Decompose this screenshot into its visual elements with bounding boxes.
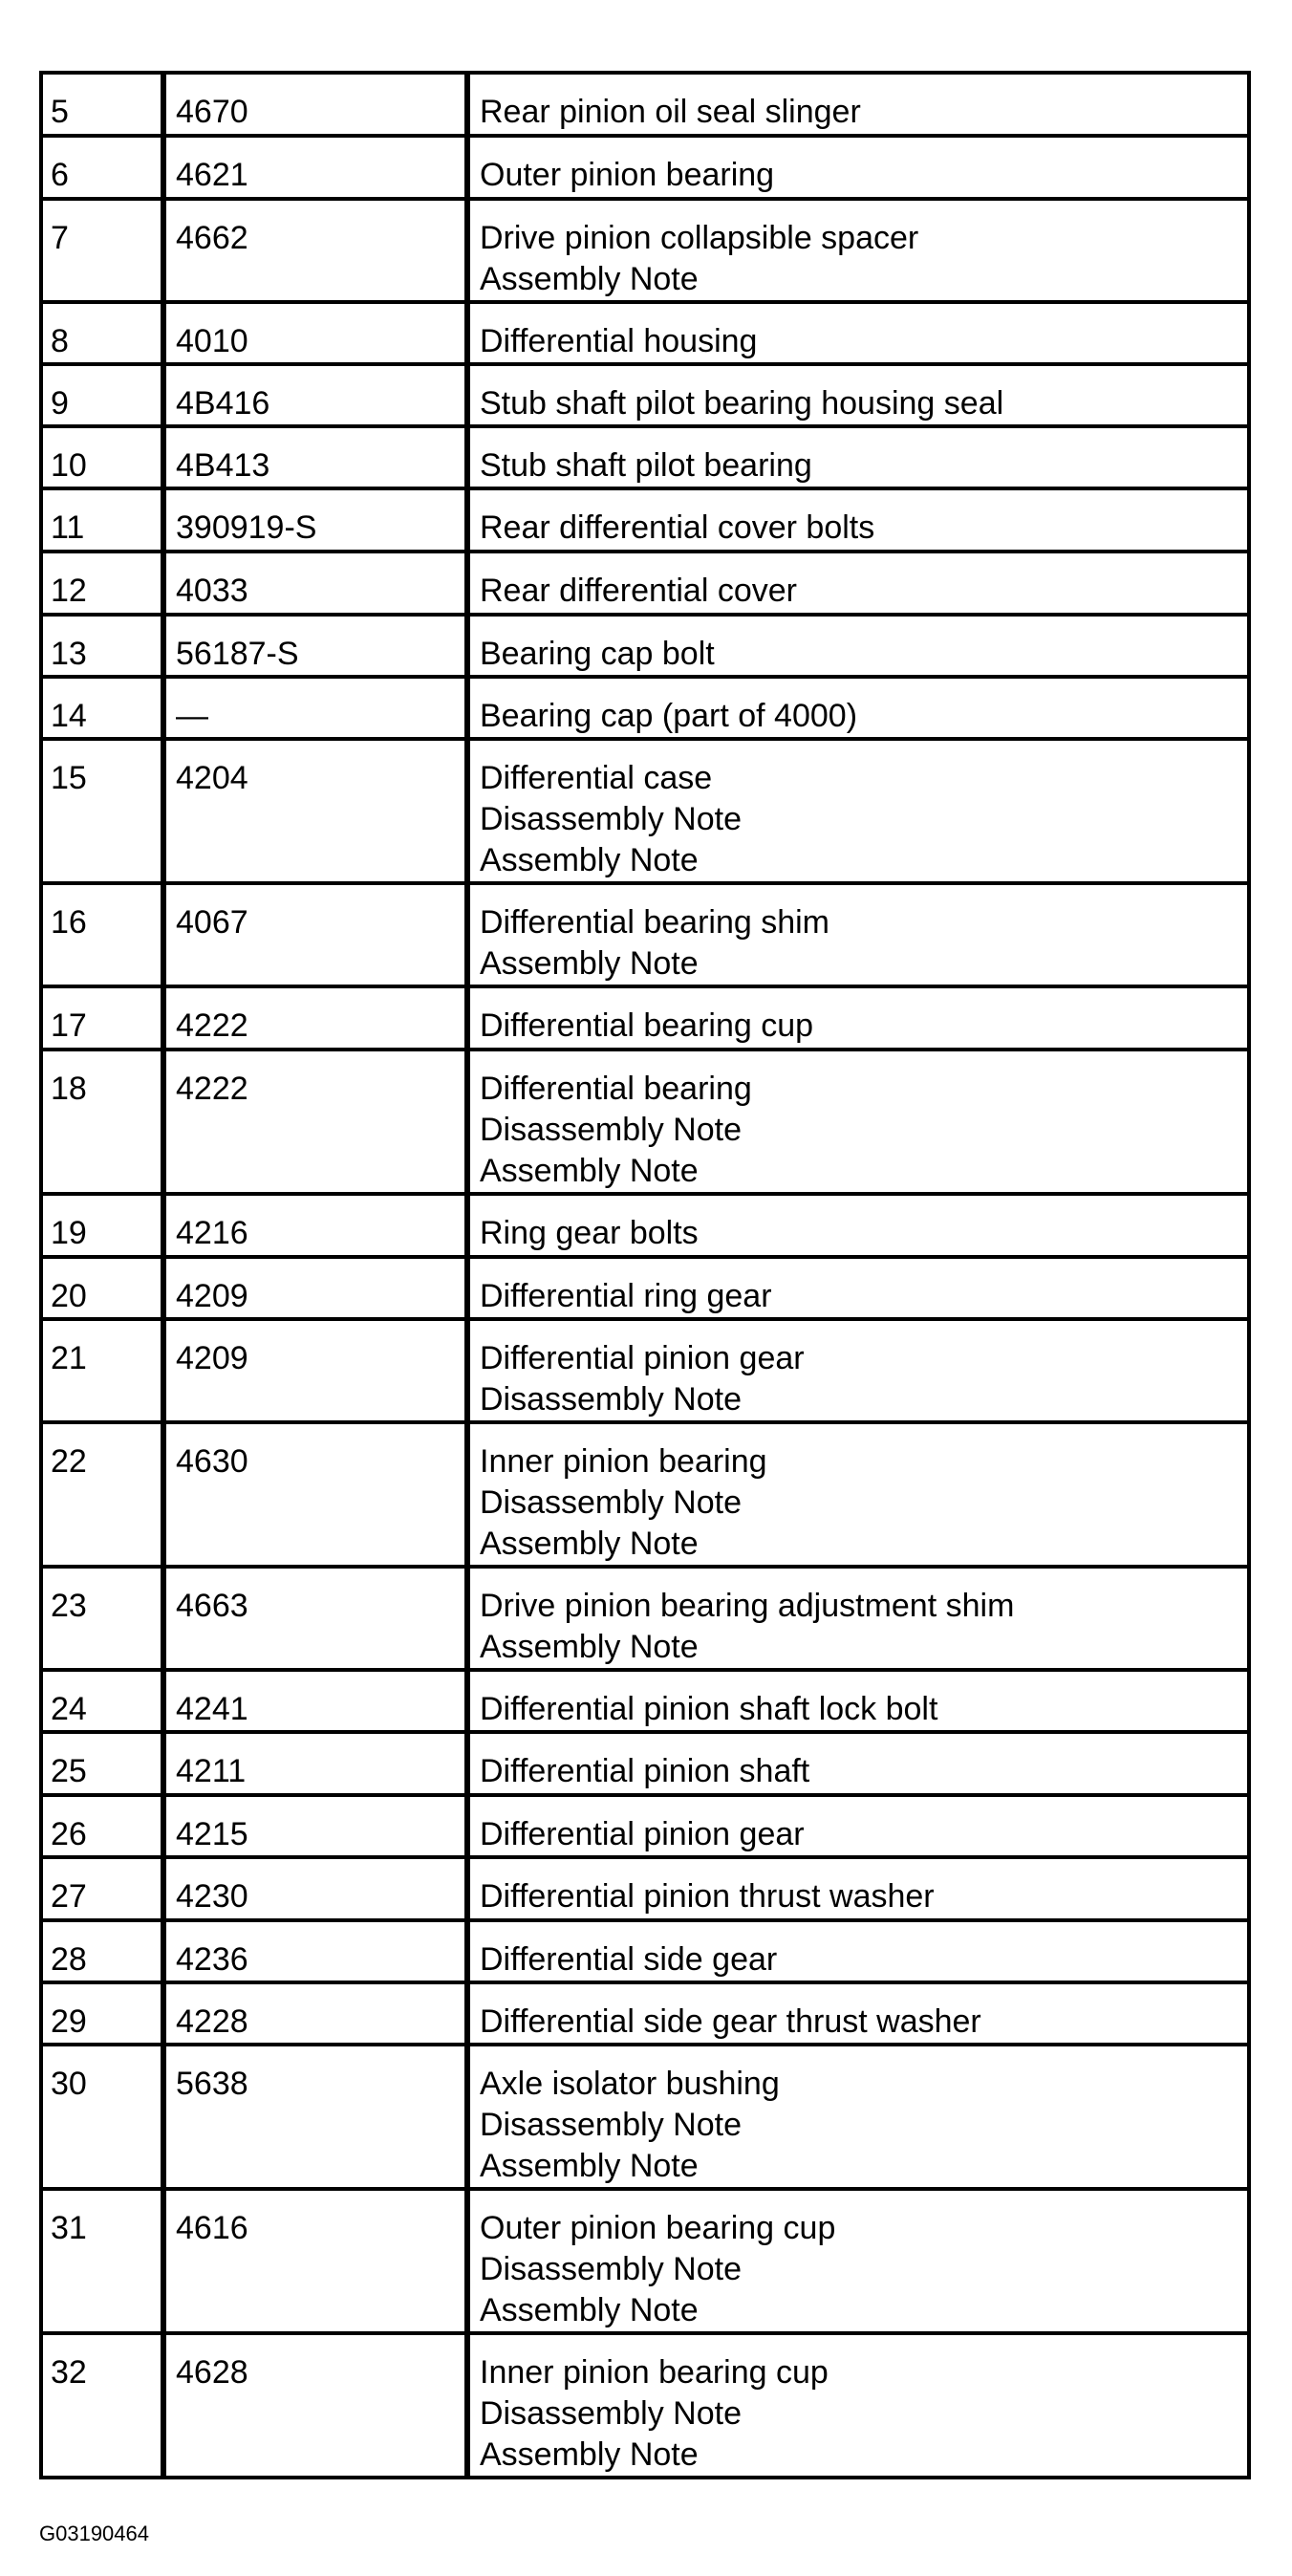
item-number-cell: 30 bbox=[41, 2045, 163, 2189]
description-line: Bearing cap (part of 4000) bbox=[480, 698, 858, 734]
table-row bbox=[41, 552, 1249, 615]
description-line: Assembly Note bbox=[480, 945, 699, 982]
item-number-cell: 10 bbox=[41, 426, 163, 488]
item-number-cell: 6 bbox=[41, 136, 163, 199]
description-line: Rear pinion oil seal slinger bbox=[480, 94, 861, 130]
description-line: Inner pinion bearing cup bbox=[480, 2354, 829, 2391]
table-row bbox=[41, 677, 1249, 739]
description-line: Drive pinion bearing adjustment shim bbox=[480, 1588, 1015, 1624]
description-cell bbox=[467, 426, 1249, 488]
table-row bbox=[41, 1319, 1249, 1422]
table-row bbox=[41, 739, 1249, 883]
part-number-cell: 4663 bbox=[163, 1567, 467, 1670]
table-row bbox=[41, 199, 1249, 302]
part-number-cell: 4209 bbox=[163, 1257, 467, 1319]
item-number-cell: 15 bbox=[41, 739, 163, 883]
description-cell bbox=[467, 2045, 1249, 2189]
description-cell bbox=[467, 1050, 1249, 1194]
item-number-cell: 32 bbox=[41, 2333, 163, 2478]
table-row bbox=[41, 364, 1249, 426]
description-cell bbox=[467, 677, 1249, 739]
part-number-cell: 4010 bbox=[163, 302, 467, 364]
description-cell bbox=[467, 1795, 1249, 1857]
item-number-cell: 17 bbox=[41, 986, 163, 1050]
table-row bbox=[41, 2045, 1249, 2189]
description-line: Disassembly Note bbox=[480, 801, 742, 837]
table-row bbox=[41, 1795, 1249, 1857]
description-cell bbox=[467, 986, 1249, 1050]
description-line: Assembly Note bbox=[480, 2292, 699, 2328]
description-line: Differential housing bbox=[480, 323, 758, 359]
description-line: Outer pinion bearing bbox=[480, 157, 775, 193]
description-cell bbox=[467, 1982, 1249, 2045]
description-cell bbox=[467, 302, 1249, 364]
description-cell bbox=[467, 2189, 1249, 2333]
description-line: Disassembly Note bbox=[480, 2251, 742, 2287]
table-row bbox=[41, 1982, 1249, 2045]
table-row bbox=[41, 1567, 1249, 1670]
item-number-cell: 29 bbox=[41, 1982, 163, 2045]
description-cell bbox=[467, 488, 1249, 552]
description-cell bbox=[467, 552, 1249, 615]
description-line: Differential bearing shim bbox=[480, 904, 829, 941]
description-line: Differential bearing cup bbox=[480, 1007, 814, 1044]
description-line: Stub shaft pilot bearing bbox=[480, 447, 812, 484]
item-number-cell: 27 bbox=[41, 1857, 163, 1920]
description-cell bbox=[467, 1567, 1249, 1670]
description-line: Differential pinion shaft bbox=[480, 1753, 810, 1789]
description-line: Differential ring gear bbox=[480, 1278, 772, 1314]
description-cell bbox=[467, 1670, 1249, 1732]
description-cell bbox=[467, 1194, 1249, 1257]
table-row bbox=[41, 986, 1249, 1050]
description-cell bbox=[467, 1732, 1249, 1795]
description-line: Differential pinion thrust washer bbox=[480, 1878, 935, 1915]
item-number-cell: 24 bbox=[41, 1670, 163, 1732]
parts-table-body bbox=[41, 73, 1249, 2478]
description-cell bbox=[467, 1257, 1249, 1319]
item-number-cell: 21 bbox=[41, 1319, 163, 1422]
part-number-cell: 4204 bbox=[163, 739, 467, 883]
table-row bbox=[41, 1050, 1249, 1194]
part-number-cell: 390919-S bbox=[163, 488, 467, 552]
item-number-cell: 12 bbox=[41, 552, 163, 615]
description-line: Axle isolator bushing bbox=[480, 2066, 780, 2102]
description-line: Assembly Note bbox=[480, 1629, 699, 1665]
table-row bbox=[41, 1670, 1249, 1732]
description-line: Rear differential cover bbox=[480, 573, 797, 609]
description-cell bbox=[467, 2333, 1249, 2478]
description-line: Differential case bbox=[480, 760, 713, 796]
item-number-cell: 26 bbox=[41, 1795, 163, 1857]
table-row bbox=[41, 883, 1249, 986]
item-number-cell: 8 bbox=[41, 302, 163, 364]
part-number-cell: 4621 bbox=[163, 136, 467, 199]
table-row bbox=[41, 2333, 1249, 2478]
table-row bbox=[41, 2189, 1249, 2333]
part-number-cell: 4230 bbox=[163, 1857, 467, 1920]
part-number-cell: 4B416 bbox=[163, 364, 467, 426]
description-line: Assembly Note bbox=[480, 2148, 699, 2184]
description-line: Assembly Note bbox=[480, 842, 699, 878]
item-number-cell: 9 bbox=[41, 364, 163, 426]
part-number-cell: 4222 bbox=[163, 986, 467, 1050]
table-row bbox=[41, 488, 1249, 552]
part-number-cell: 4228 bbox=[163, 1982, 467, 2045]
item-number-cell: 19 bbox=[41, 1194, 163, 1257]
part-number-cell: 4033 bbox=[163, 552, 467, 615]
table-row bbox=[41, 302, 1249, 364]
table-row bbox=[41, 1732, 1249, 1795]
part-number-cell: 4222 bbox=[163, 1050, 467, 1194]
part-number-cell: 56187-S bbox=[163, 615, 467, 677]
description-cell bbox=[467, 1920, 1249, 1982]
description-cell bbox=[467, 364, 1249, 426]
description-line: Differential bearing bbox=[480, 1071, 752, 1107]
description-cell bbox=[467, 73, 1249, 136]
parts-table bbox=[39, 71, 1251, 2479]
part-number-cell: 4236 bbox=[163, 1920, 467, 1982]
table-row bbox=[41, 1857, 1249, 1920]
description-cell bbox=[467, 199, 1249, 302]
description-line: Differential pinion shaft lock bolt bbox=[480, 1691, 938, 1727]
item-number-cell: 31 bbox=[41, 2189, 163, 2333]
part-number-cell: 4215 bbox=[163, 1795, 467, 1857]
item-number-cell: 22 bbox=[41, 1422, 163, 1567]
part-number-cell: 4630 bbox=[163, 1422, 467, 1567]
item-number-cell: 25 bbox=[41, 1732, 163, 1795]
table-row bbox=[41, 1194, 1249, 1257]
description-line: Outer pinion bearing cup bbox=[480, 2210, 836, 2246]
item-number-cell: 20 bbox=[41, 1257, 163, 1319]
table-row bbox=[41, 136, 1249, 199]
description-cell bbox=[467, 1857, 1249, 1920]
description-line: Inner pinion bearing bbox=[480, 1443, 767, 1480]
part-number-cell: 5638 bbox=[163, 2045, 467, 2189]
part-number-cell: 4241 bbox=[163, 1670, 467, 1732]
description-line: Disassembly Note bbox=[480, 1112, 742, 1148]
description-line: Assembly Note bbox=[480, 261, 699, 297]
part-number-cell: 4616 bbox=[163, 2189, 467, 2333]
part-number-cell: — bbox=[163, 677, 467, 739]
description-cell bbox=[467, 1422, 1249, 1567]
description-line: Disassembly Note bbox=[480, 2395, 742, 2432]
description-line: Differential side gear bbox=[480, 1941, 778, 1978]
description-line: Assembly Note bbox=[480, 2436, 699, 2473]
item-number-cell: 28 bbox=[41, 1920, 163, 1982]
figure-code: G03190464 bbox=[39, 2522, 149, 2545]
description-line: Assembly Note bbox=[480, 1153, 699, 1189]
description-line: Drive pinion collapsible spacer bbox=[480, 220, 919, 256]
item-number-cell: 16 bbox=[41, 883, 163, 986]
table-row bbox=[41, 1920, 1249, 1982]
description-cell bbox=[467, 883, 1249, 986]
description-cell bbox=[467, 136, 1249, 199]
table-row bbox=[41, 615, 1249, 677]
description-line: Differential pinion gear bbox=[480, 1340, 805, 1376]
description-line: Bearing cap bolt bbox=[480, 636, 715, 672]
part-number-cell: 4628 bbox=[163, 2333, 467, 2478]
item-number-cell: 11 bbox=[41, 488, 163, 552]
description-line: Ring gear bolts bbox=[480, 1215, 699, 1251]
item-number-cell: 5 bbox=[41, 73, 163, 136]
description-line: Differential side gear thrust washer bbox=[480, 2003, 981, 2040]
description-cell bbox=[467, 1319, 1249, 1422]
description-line: Disassembly Note bbox=[480, 1381, 742, 1418]
description-line: Stub shaft pilot bearing housing seal bbox=[480, 385, 1004, 422]
part-number-cell: 4211 bbox=[163, 1732, 467, 1795]
description-cell bbox=[467, 615, 1249, 677]
description-line: Disassembly Note bbox=[480, 1484, 742, 1521]
table-row bbox=[41, 1257, 1249, 1319]
part-number-cell: 4067 bbox=[163, 883, 467, 986]
item-number-cell: 23 bbox=[41, 1567, 163, 1670]
part-number-cell: 4670 bbox=[163, 73, 467, 136]
part-number-cell: 4209 bbox=[163, 1319, 467, 1422]
item-number-cell: 13 bbox=[41, 615, 163, 677]
table-row bbox=[41, 426, 1249, 488]
description-line: Assembly Note bbox=[480, 1526, 699, 1562]
description-line: Disassembly Note bbox=[480, 2107, 742, 2143]
part-number-cell: 4662 bbox=[163, 199, 467, 302]
description-cell bbox=[467, 739, 1249, 883]
item-number-cell: 14 bbox=[41, 677, 163, 739]
table-row bbox=[41, 1422, 1249, 1567]
description-line: Differential pinion gear bbox=[480, 1816, 805, 1852]
table-row bbox=[41, 73, 1249, 136]
part-number-cell: 4B413 bbox=[163, 426, 467, 488]
part-number-cell: 4216 bbox=[163, 1194, 467, 1257]
description-line: Rear differential cover bolts bbox=[480, 509, 875, 546]
item-number-cell: 7 bbox=[41, 199, 163, 302]
item-number-cell: 18 bbox=[41, 1050, 163, 1194]
